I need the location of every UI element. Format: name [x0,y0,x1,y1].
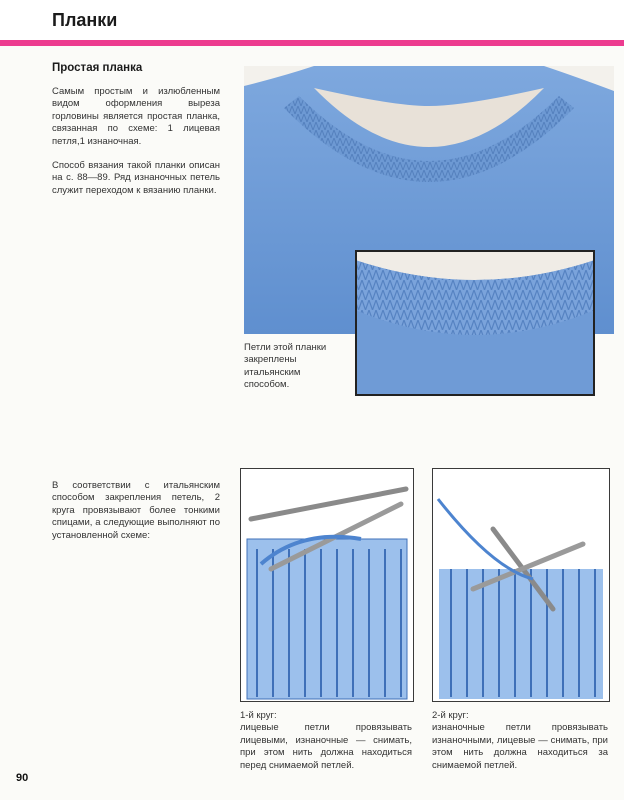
photo-caption: Петли этой планки закреплены итальянским способом. [244,342,327,391]
round-2-text: изнаночные петли провязывать изнаночными, лицевые — снимать, при этом нить должна находиться за снимаемой петлей. [432,722,608,771]
plank-closeup-photo [355,250,595,396]
round-2-label: 2-й круг: [432,710,469,721]
italian-method-paragraph: В соответствии с итальянским способом закрепления петель, 2 круга провязывают более тонкими спицами, а следующие выполняют по установленной схеме: [52,480,220,541]
header-rule [0,40,624,46]
section-heading: Простая планка [52,62,143,74]
page-title: Планки [52,10,118,30]
round-1-instruction [240,710,412,772]
round-1-text: лицевые петли провязывать лицевыми, изнаночные — снимать, при этом нить должна находиться перед снимаемой петлей. [240,722,412,771]
round-1-knitting-illustration [240,468,414,702]
page-number: 90 [16,772,29,784]
intro-paragraph: Самым простым и излюбленным видом оформления выреза горловины является простая планка, связанная по схеме: 1 лицевая петля,1 изнаночная. [52,86,220,147]
round-2-instruction [432,710,608,772]
round-1-label: 1-й круг: [240,710,277,721]
method-reference-paragraph: Способ вязания такой планки описан на с. 88—89. Ряд изнаночных петель служит переходом к вязанию планки. [52,160,220,196]
round-2-knitting-illustration [432,468,610,702]
